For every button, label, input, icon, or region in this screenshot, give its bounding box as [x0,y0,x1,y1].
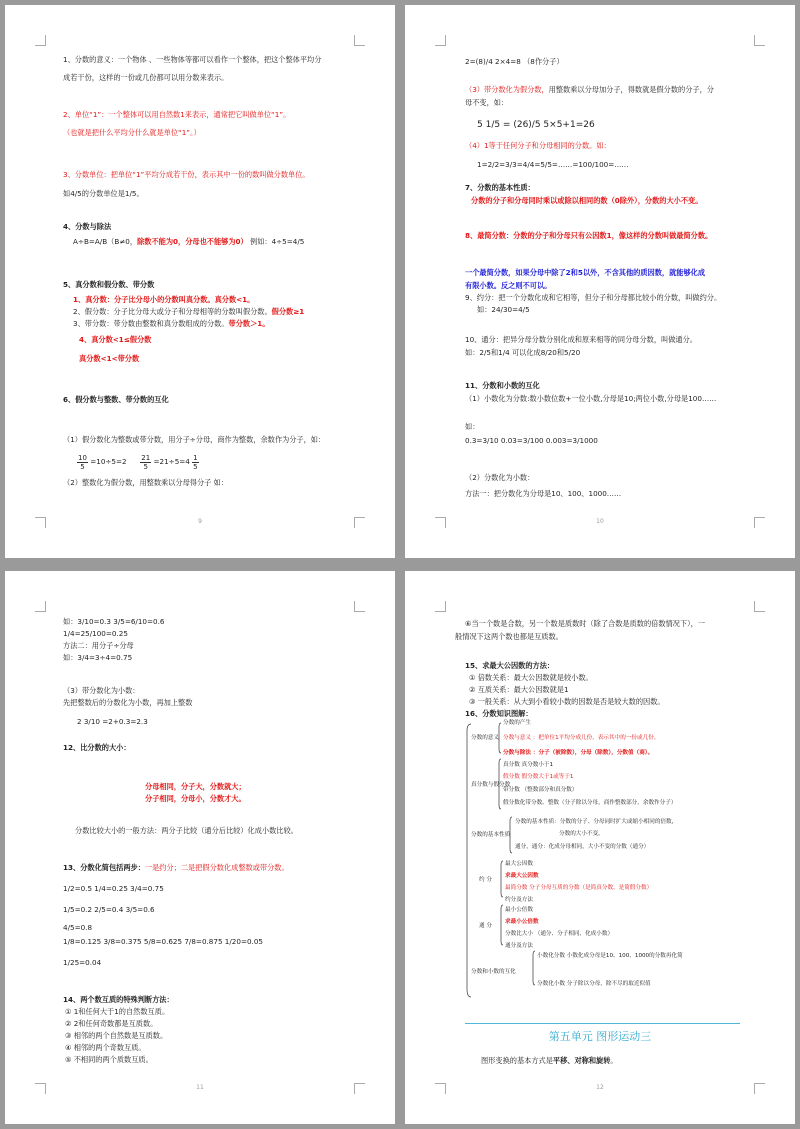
diagram-node: 通分，通分：化成分母相同，大小不变的分数（通分） [515,844,650,850]
diagram-node: 小数化分数 小数化成分母是10、100、1000的分数再化简 [537,953,683,959]
section-divider [465,1023,740,1024]
page-11 [5,571,395,1124]
text-line: 4/5=0.8 [63,923,93,932]
text-line: ⑥当一个数是合数，另一个数是质数时（除了合数是质数的倍数情况下），一 [465,619,706,628]
diagram-node: 分数的基本性质：分数的分子、分母同时扩大或缩小相同的倍数， [515,819,678,825]
diagram-node: 求最大公因数 [505,873,539,879]
diagram-node: 真分数与假分数 [471,782,511,788]
text-line: 1、分数的意义：一个物体 、一些物体等都可以看作一个整体，把这个整体平均分 [63,55,322,64]
diagram-node: 真分数 真分数小于1 [503,762,554,768]
list-item: ⑤ 不相同的两个质数互质。 [65,1055,153,1064]
text-line: 3、分数单位：把单位“1”平均分成若干份，表示其中一份的数叫做分数单位。 [63,170,310,179]
text-line: 1/2=0.5 1/4=0.25 3/4=0.75 [63,884,164,893]
text-line: 10、通分：把异分母分数分别化成和原来相等的同分母分数，叫做通分。 [465,335,697,344]
text-line: 1/8=0.125 3/8=0.375 5/8=0.625 7/8=0.875 1/20=0.05 [63,937,263,946]
text-line: 2 3/10 =2+0.3=2.3 [77,717,148,726]
list-item: ② 互质关系：最大公因数就是1 [469,685,569,694]
text-line: 方法二：用分子÷分母 [63,641,134,650]
diagram-node: 分数与意义 ：把单位1平均分成几份，表示其中的一份或几份。 [503,735,660,741]
list-item: ① 倍数关系：最大公因数就是较小数。 [469,673,593,682]
heading: 12、比分数的大小： [63,743,131,752]
text-line: 图形变换的基本方式是平移、对称和旋转。 [481,1056,618,1065]
text-line: 1、真分数：分子比分母小的分数叫真分数。真分数<1。 [73,295,255,304]
text-line: （3）带分数化为小数： [63,686,140,695]
heading: 11、分数和小数的互化 [465,381,540,390]
crop-mark [354,601,365,612]
page-10 [405,5,795,558]
text-line: 如： [465,422,480,431]
crop-mark [754,35,765,46]
list-item: ① 1和任何大于1的自然数互质。 [65,1007,170,1016]
list-item: ③ 相邻的两个自然数是互质数。 [65,1031,168,1040]
text-line: 1/5=0.2 2/5=0.4 3/5=0.6 [63,905,155,914]
text-line: 1=2/2=3/3=4/4=5/5=……=100/100=…… [477,160,629,169]
text-line: 分母相同，分子大，分数就大； [145,782,246,791]
diagram-node: 最小公倍数 [505,907,533,913]
heading: 6、假分数与整数、带分数的互化 [63,395,169,404]
list-item: ③ 一般关系：从大到小看较小数的因数是否是较大数的因数。 [469,697,665,706]
page-12 [405,571,795,1124]
page-9 [5,5,395,558]
diagram-node: 假分数化带分数、整数（分子除以分母，商作整数部分，余数作分子） [503,800,677,806]
page-number: 12 [596,1084,604,1091]
text-line: 真分数<1<带分数 [79,354,140,363]
text-line: A÷B=A/B（B≠0，除数不能为0，分母也不能够为0） 例如：4÷5=4/5 [73,237,305,246]
diagram-node: 分数的大小不变。 [559,831,604,837]
text-line: 2=(8)/4 2×4=8 （8作分子） [465,57,564,66]
diagram-node: 求最小公倍数 [505,919,539,925]
diagram-node: 通分及方法 [505,943,533,949]
text-line: 如：3/10=0.3 3/5=6/10=0.6 [63,617,165,626]
text-line: 分数的分子和分母同时乘以或除以相同的数（0除外），分数的大小不变。 [471,196,703,205]
crop-mark [354,35,365,46]
heading: 7、分数的基本性质： [465,183,535,192]
text-line: （1）小数化为分数:数小数位数+一位小数,分母是10;两位小数,分母是100…… [465,394,717,403]
crop-mark [35,601,46,612]
fraction-example: $\frac{10}{5}$ =10÷5=2 $\frac{21}{5}$ =21÷5=4 $\frac{1}{5}$ [78,453,198,471]
text-line: 9、约分：把一个分数化成和它相等，但分子和分母都比较小的分数，叫做约分。 [465,293,722,302]
heading: 15、求最大公因数的方法： [465,661,555,670]
text-line: 分数比较大小的一般方法：两分子比较（通分后比较）化成小数比较。 [75,826,298,835]
text-line: 3、带分数：带分数由整数和真分数组成的分数。带分数＞1。 [73,319,270,328]
text-line: （1）假分数化为整数或带分数，用分子÷分母，商作为整数，余数作为分子，如： [63,435,326,444]
text-line: （2）整数化为假分数，用整数乘以分母得分子 如： [63,478,228,487]
unit-title: 第五单元 图形运动三 [548,1030,652,1043]
text-line: 0.3=3/10 0.03=3/100 0.003=3/1000 [465,436,598,445]
text-line: 分子相同，分母小，分数才大。 [145,794,246,803]
diagram-node: 分数的基本性质 [471,832,511,838]
diagram-node: 最大公因数 [505,861,533,867]
diagram-node: 带分数 （整数部分和真分数） [503,787,578,793]
text-line: 4、真分数<1≤假分数 [79,335,152,344]
diagram-node: 分数与除法 ：分子（被除数），分母（除数），分数值（商）。 [503,750,654,756]
diagram-node: 假分数 假分数大于1或等于1 [503,774,574,780]
text-line: 有限小数。反之则不可以。 [465,281,552,290]
diagram-node: 通 分 [479,923,492,929]
text-line: 如：2/5和1/4 可以化成8/20和5/20 [465,348,581,357]
text-line: 2、单位“1”：一个整体可以用自然数1来表示，通常把它叫做单位“1”。 [63,110,291,119]
heading: 5、真分数和假分数、带分数 [63,280,155,289]
crop-mark [435,601,446,612]
text-line: 1/25=0.04 [63,958,102,967]
text-line: 1/4=25/100=0.25 [63,629,128,638]
heading: 14、两个数互质的特殊判断方法： [63,995,174,1004]
text-line: 如：3/4=3÷4=0.75 [63,653,133,662]
crop-mark [435,35,446,46]
diagram-node: 最简分数 分子分母互质的分数（是简真分数、是简假分数） [505,885,653,891]
text-line: 方法一：把分数化为分母是10、100、1000…… [465,489,622,498]
list-item: ④ 相邻的两个奇数互质。 [65,1043,146,1052]
text-line: 先把整数后的分数化为小数，再加上整数 [63,698,193,707]
text-line: 2、假分数：分子比分母大或分子和分母相等的分数叫假分数。假分数≥1 [73,307,305,316]
text-line: 成若干份，这样的一份或几份都可以用分数来表示。 [63,73,229,82]
text-line: 如：24/30=4/5 [477,305,530,314]
page-number: 10 [596,518,604,525]
diagram-node: 分数的意义 [471,735,499,741]
diagram-node: 约 分 [479,877,492,883]
page-number: 9 [198,518,202,525]
diagram-node: 分数的产生 [503,720,531,726]
text-line: 般情况下这两个数也都是互质数。 [455,632,563,641]
diagram-node: 分数比大小 （通分、分子相同、化成小数） [505,931,614,937]
diagram-node: 分数和小数的互化 [471,969,516,975]
page-number: 11 [196,1084,204,1091]
text-line: 如4/5的分数单位是1/5。 [63,189,144,198]
text-line: 5 1/5 = (26)/5 5×5+1=26 [477,120,595,130]
diagram-node: 分数化小数 分子除以分母，除不尽的取近似值 [537,981,651,987]
list-item: ② 2和任何奇数都是互质数。 [65,1019,158,1028]
text-line: 一个最简分数，如果分母中除了2和5以外，不含其他的质因数，就能够化成 [465,268,706,277]
crop-mark [754,601,765,612]
diagram-node: 约分及方法 [505,897,533,903]
text-line: （3）带分数化为假分数，用整数乘以分母加分子，得数就是假分数的分子，分 [465,85,714,94]
crop-mark [35,35,46,46]
knowledge-diagram [465,719,750,1009]
text-line: 13、分数化简包括两步：一是约分；二是把假分数化成整数或带分数。 [63,863,289,872]
text-line: （也就是把什么平均分什么就是单位“1”。） [63,128,201,137]
text-line: 8、最简分数：分数的分子和分母只有公因数1，像这样的分数叫做最简分数。 [465,231,713,240]
text-line: （4）1等于任何分子和分母相同的分数。如： [465,141,611,150]
heading: 16、分数知识图解： [465,709,533,718]
heading: 4、分数与除法 [63,222,112,231]
text-line: （2）分数化为小数： [465,473,535,482]
text-line: 母不变，如： [465,98,509,107]
